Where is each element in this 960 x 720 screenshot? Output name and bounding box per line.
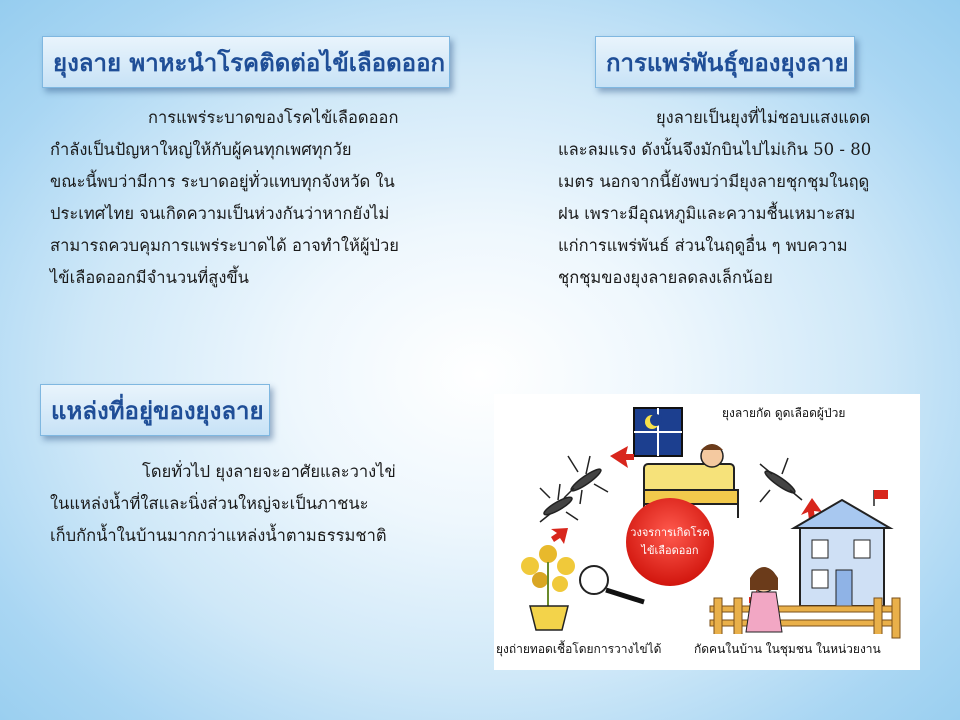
paragraph-line: ประเทศไทย จนเกิดความเป็นห่วงกันว่าหากยังไม่ — [50, 204, 390, 223]
paragraph-line: แก่การแพร่พันธ์ ส่วนในฤดูอื่น ๆ พบความ — [558, 236, 848, 255]
paragraph-habitat — [50, 456, 396, 552]
section-title-habitat-text: แหล่งที่อยู่ของยุงลาย — [51, 395, 264, 425]
girl-icon — [746, 567, 782, 632]
window-icon — [634, 408, 682, 456]
section-title-breeding-text: การแพร่พันธุ์ของยุงลาย — [606, 47, 849, 77]
paragraph-line: ฝน เพราะมีอุณหภูมิและความชื้นเหมาะสม — [558, 204, 856, 223]
dengue-cycle-illustration — [494, 394, 920, 670]
section-title-vector — [42, 36, 450, 88]
section-title-breeding — [595, 36, 855, 88]
magnifier-icon — [580, 566, 644, 602]
caption-bottom-left: ยุงถ่ายทอดเชื้อโดยการวางไข่ได้ — [496, 640, 661, 659]
paragraph-line: การแพร่ระบาดของโรคไข้เลือดออก — [148, 108, 399, 127]
paragraph-line: โดยทั่วไป ยุงลายจะอาศัยและวางไข่ — [142, 462, 396, 481]
paragraph-line: เมตร นอกจากนี้ยังพบว่ามียุงลายชุกชุมในฤดู — [558, 172, 870, 191]
section-title-vector-text: ยุงลาย พาหะนำโรคติดต่อไข้เลือดออก — [53, 47, 446, 77]
paragraph-line: กำลังเป็นปัญหาใหญ่ให้กับผู้คนทุกเพศทุกวัย — [50, 140, 352, 159]
mosquito-icon — [760, 458, 802, 502]
cycle-center-label-1: วงจรการเกิดโรค — [630, 526, 710, 539]
cycle-center-label-2: ไข้เลือดออก — [641, 544, 699, 557]
paragraph-line: ในแหล่งน้ำที่ใสและนิ่งส่วนใหญ่จะเป็นภาชนะ — [50, 494, 369, 513]
paragraph-line: ไข้เลือดออกมีจำนวนที่สูงขึ้น — [50, 268, 249, 287]
paragraph-line: ชุกชุมของยุงลายลดลงเล็กน้อย — [558, 268, 773, 287]
paragraph-line: เก็บกักน้ำในบ้านมากกว่าแหล่งน้ำตามธรรมชาติ — [50, 526, 387, 545]
section-title-habitat — [40, 384, 270, 436]
caption-bottom-right: กัดคนในบ้าน ในชุมชน ในหน่วยงาน — [690, 634, 889, 667]
paragraph-vector — [50, 102, 399, 294]
paragraph-line: ยุงลายเป็นยุงที่ไม่ชอบแสงแดด — [656, 108, 871, 127]
potted-plant-icon — [521, 545, 575, 630]
paragraph-breeding — [558, 102, 871, 294]
paragraph-line: ขณะนี้พบว่ามีการ ระบาดอยู่ทั่วแทบทุกจังหวัด ใน — [50, 172, 395, 191]
caption-top: ยุงลายกัด ดูดเลือดผู้ป่วย — [714, 398, 853, 429]
dengue-cycle-diagram — [494, 394, 920, 670]
cycle-center-circle — [626, 498, 714, 586]
paragraph-line: สามารถควบคุมการแพร่ระบาดได้ อาจทำให้ผู้ป่วย — [50, 236, 399, 255]
paragraph-line: และลมแรง ดังนั้นจึงมักบินไปไม่เกิน 50 - 80 — [558, 140, 872, 159]
